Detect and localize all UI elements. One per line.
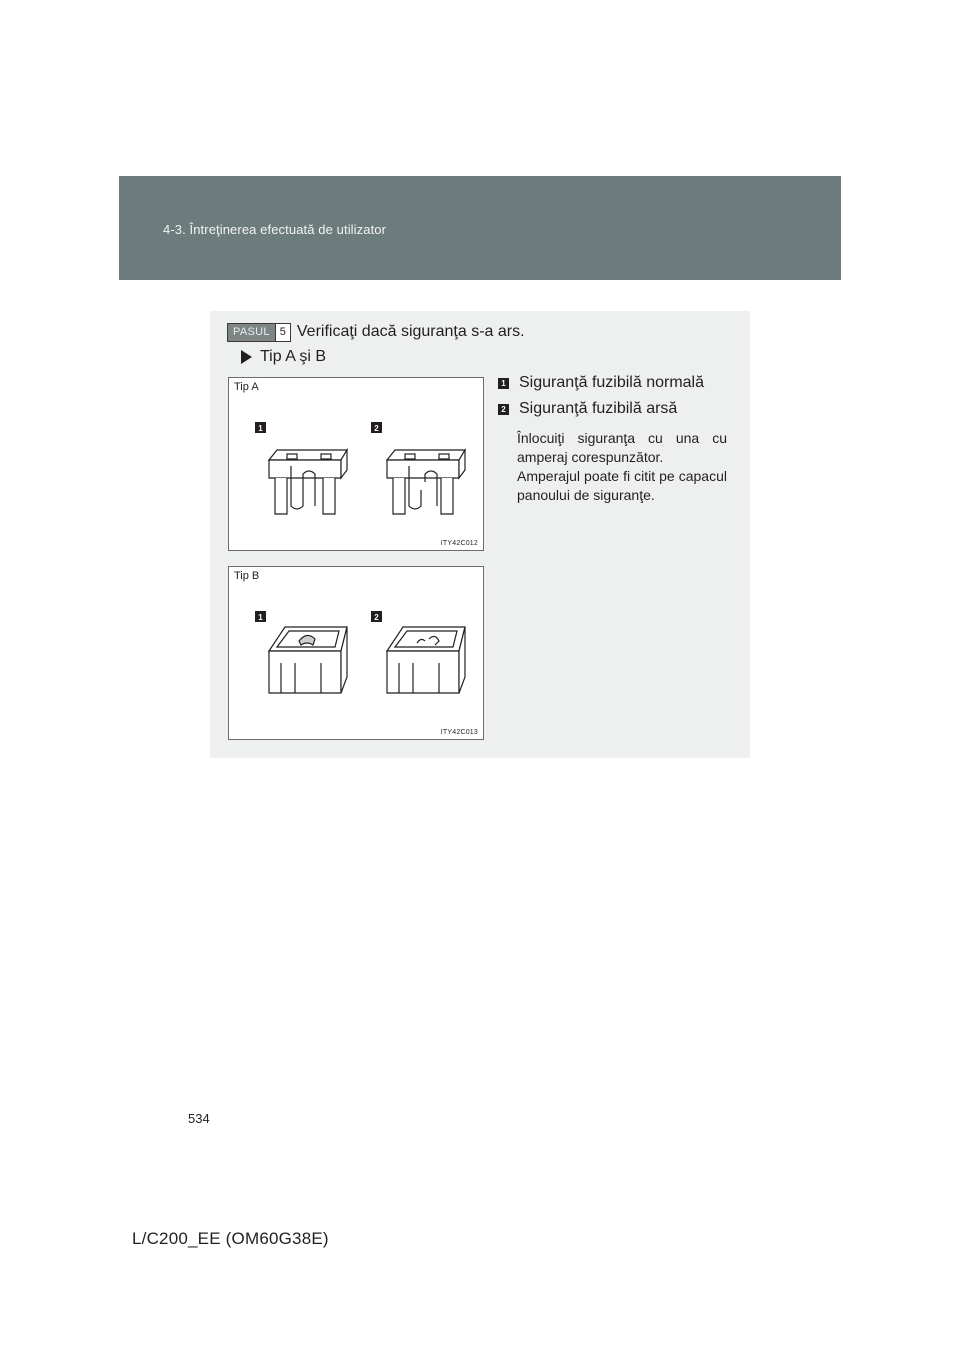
figure-code: ITY42C012 (440, 540, 478, 547)
legend-text: Siguranţă fuzibilă normală (519, 374, 704, 391)
figure-code: ITY42C013 (440, 729, 478, 736)
figure-type-b (228, 566, 484, 740)
legend-number-1: 1 (498, 378, 509, 389)
figure-label: Tip A (234, 381, 259, 393)
document-code: L/C200_EE (OM60G38E) (132, 1229, 329, 1248)
step-line (227, 321, 525, 343)
header-band (119, 176, 841, 280)
blown-fuse-a-icon (387, 450, 465, 514)
svg-text:2: 2 (374, 424, 379, 433)
note-line-2: Amperajul poate fi citit pe capacul panoului de siguranţe. (517, 468, 727, 503)
fuse-type-b-illustration (229, 567, 483, 739)
figure-type-a (228, 377, 484, 551)
step-badge-label: PASUL (228, 324, 275, 341)
normal-fuse-a-icon (269, 450, 347, 514)
svg-text:1: 1 (258, 613, 263, 622)
blown-fuse-b-icon (387, 627, 465, 693)
step-text: Verificaţi dacă siguranţa s-a ars. (296, 323, 525, 340)
note-line-1: Înlocuiţi siguranţa cu una cu amperaj corespunzător. (517, 430, 727, 465)
type-heading (241, 348, 326, 366)
type-heading-text: Tip A şi B (260, 348, 327, 365)
triangle-bullet-icon (241, 350, 252, 364)
legend-number-2: 2 (498, 404, 509, 415)
section-title: 4-3. Întreţinerea efectuată de utilizator (163, 222, 387, 237)
step-badge (227, 323, 291, 342)
fuse-type-a-illustration (229, 378, 483, 550)
content-panel (210, 311, 750, 758)
legend-item-blown (498, 400, 677, 418)
normal-fuse-b-icon (269, 627, 347, 693)
legend-text: Siguranţă fuzibilă arsă (519, 400, 678, 417)
page-number: 534 (188, 1111, 210, 1126)
svg-text:2: 2 (374, 613, 379, 622)
svg-text:1: 1 (258, 424, 263, 433)
legend-item-normal (498, 374, 704, 392)
figure-label: Tip B (234, 570, 260, 582)
step-badge-number: 5 (275, 324, 290, 341)
replacement-note (517, 429, 727, 505)
